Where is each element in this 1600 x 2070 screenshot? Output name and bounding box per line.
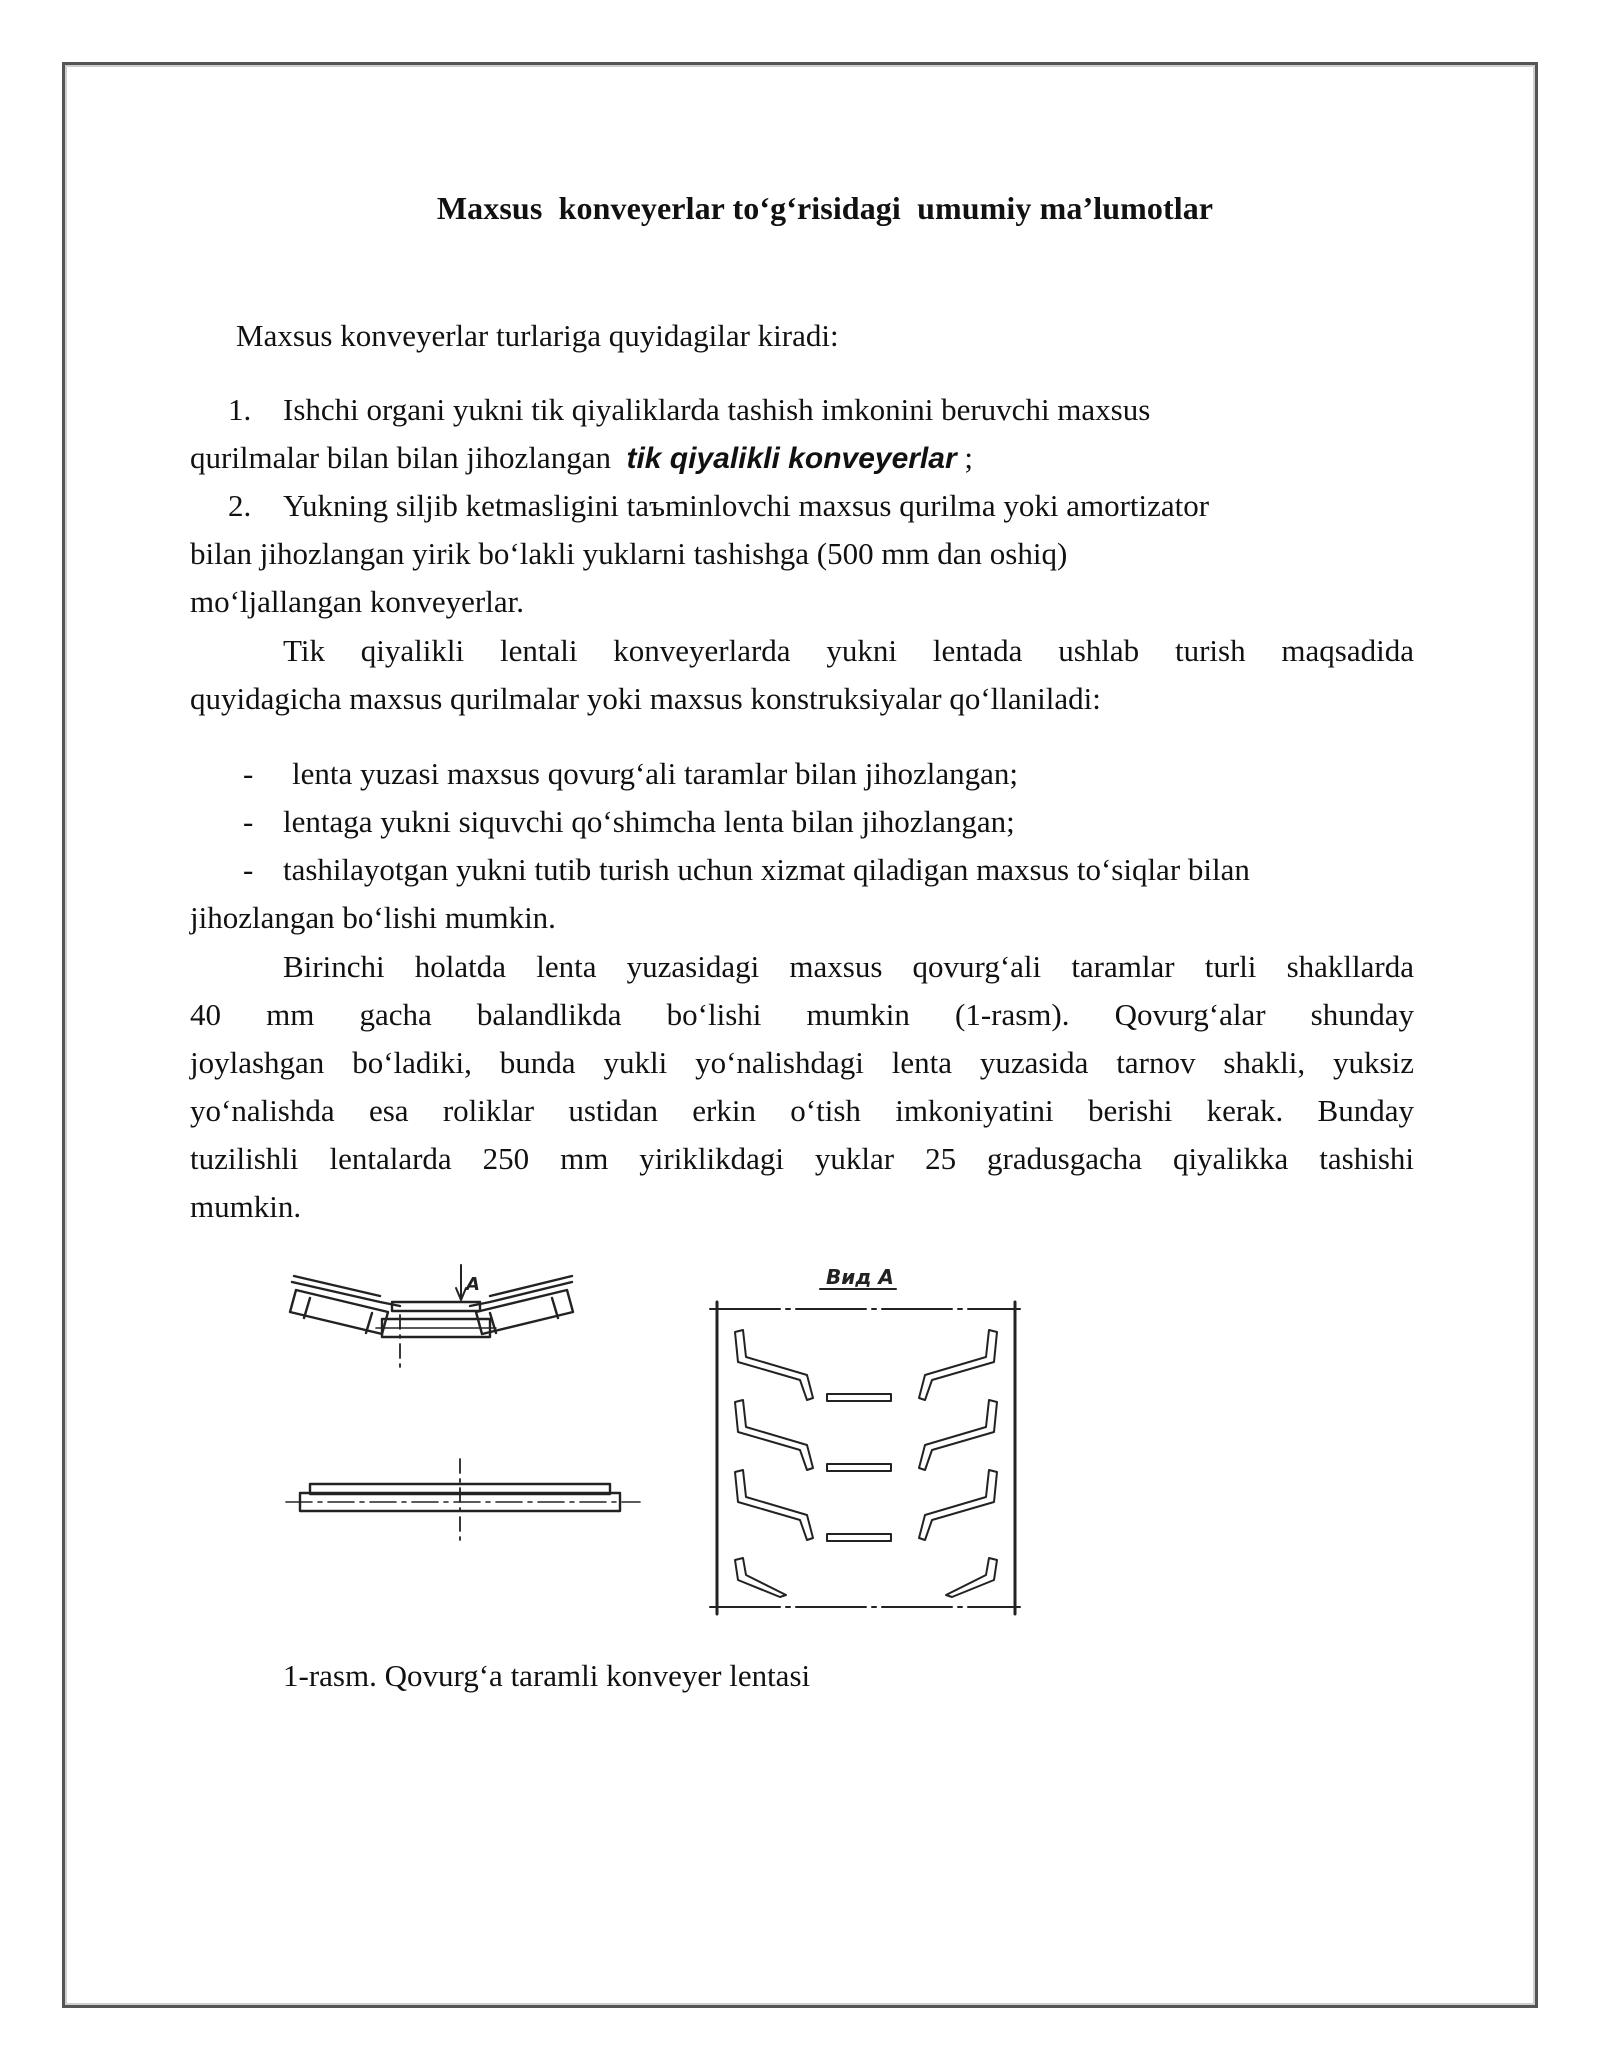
intro-text: Maxsus konveyerlar turlariga quyidagilar kiradi: — [236, 318, 839, 353]
paragraph2-line5: tuzilishli lentalarda 250 mm yiriklikdagi yuklar 25 gradusgacha qiyalikka tashishi — [190, 1141, 1414, 1176]
figure-caption: 1-rasm. Qovurg‘a taramli konveyer lentasi — [283, 1658, 811, 1693]
list-item-1-line1: Ishchi organi yukni tik qiyaliklarda tashish imkonini beruvchi maxsus — [283, 392, 1151, 427]
list-item-1-line2-start: qurilmalar bilan bilan jihozlangan — [190, 440, 611, 475]
paragraph2-line4: yo‘nalishda esa roliklar ustidan erkin o‘tish imkoniyatini berishi kerak. Bunday — [190, 1093, 1414, 1128]
document-title: Maxsus konveyerlar to‘g‘risidagi umumiy ma’lumotlar — [436, 190, 1214, 226]
paragraph1-line1: Tik qiyalikli lentali konveyerlarda yukni lentada ushlab turish maqsadida — [283, 633, 1414, 668]
bullet-3-text: tashilayotgan yukni tutib turish uchun xizmat qiladigan maxsus to‘siqlar bilan — [283, 852, 1250, 887]
list-item-2-number: 2. — [228, 488, 252, 523]
bullet-3-continuation: jihozlangan bo‘lishi mumkin. — [190, 900, 556, 935]
bullet-3-dash: - — [243, 852, 254, 887]
view-a-ribbed-belt — [710, 1289, 1020, 1614]
bullet-1-dash: - — [243, 756, 254, 791]
list-item-2-line1: Yukning siljib ketmasligini taъminlovchi maxsus qurilma yoki amortizator — [283, 488, 1210, 523]
list-item-1-emphasis: tik qiyalikli konveyerlar — [626, 442, 957, 475]
list-item-1-line2-end: ; — [964, 440, 974, 475]
view-a-label: Вид А — [826, 1265, 894, 1289]
conveyor-belt-figure — [280, 1262, 1040, 1624]
list-item-1-number: 1. — [228, 392, 252, 427]
troughed-belt-section — [290, 1265, 573, 1372]
list-item-2-line3: mo‘ljallangan konveyerlar. — [190, 584, 524, 619]
list-item-1-line2 — [190, 434, 973, 483]
list-item-2-line2: bilan jihozlangan yirik bo‘lakli yuklarni tashishga (500 mm dan oshiq) — [190, 536, 1068, 571]
paragraph2-line2: 40 mm gacha balandlikda bo‘lishi mumkin (1-rasm). Qovurg‘alar shunday — [190, 997, 1414, 1032]
paragraph2-line1: Birinchi holatda lenta yuzasidagi maxsus qovurg‘ali taramlar turli shakllarda — [283, 949, 1414, 984]
paragraph1-line2: quyidagicha maxsus qurilmalar yoki maxsus konstruksiyalar qo‘llaniladi: — [190, 681, 1101, 716]
bullet-2-text: lentaga yukni siquvchi qo‘shimcha lenta bilan jihozlangan; — [283, 804, 1015, 839]
bullet-1-text: lenta yuzasi maxsus qovurg‘ali taramlar bilan jihozlangan; — [292, 756, 1018, 791]
paragraph2-line3: joylashgan bo‘ladiki, bunda yukli yo‘nalishdagi lenta yuzasida tarnov shakli, yuksiz — [190, 1045, 1414, 1080]
bullet-2-dash: - — [243, 804, 254, 839]
flat-belt-section — [286, 1459, 640, 1540]
arrow-a-label: A — [466, 1274, 480, 1295]
paragraph2-last-line: mumkin. — [190, 1189, 302, 1224]
